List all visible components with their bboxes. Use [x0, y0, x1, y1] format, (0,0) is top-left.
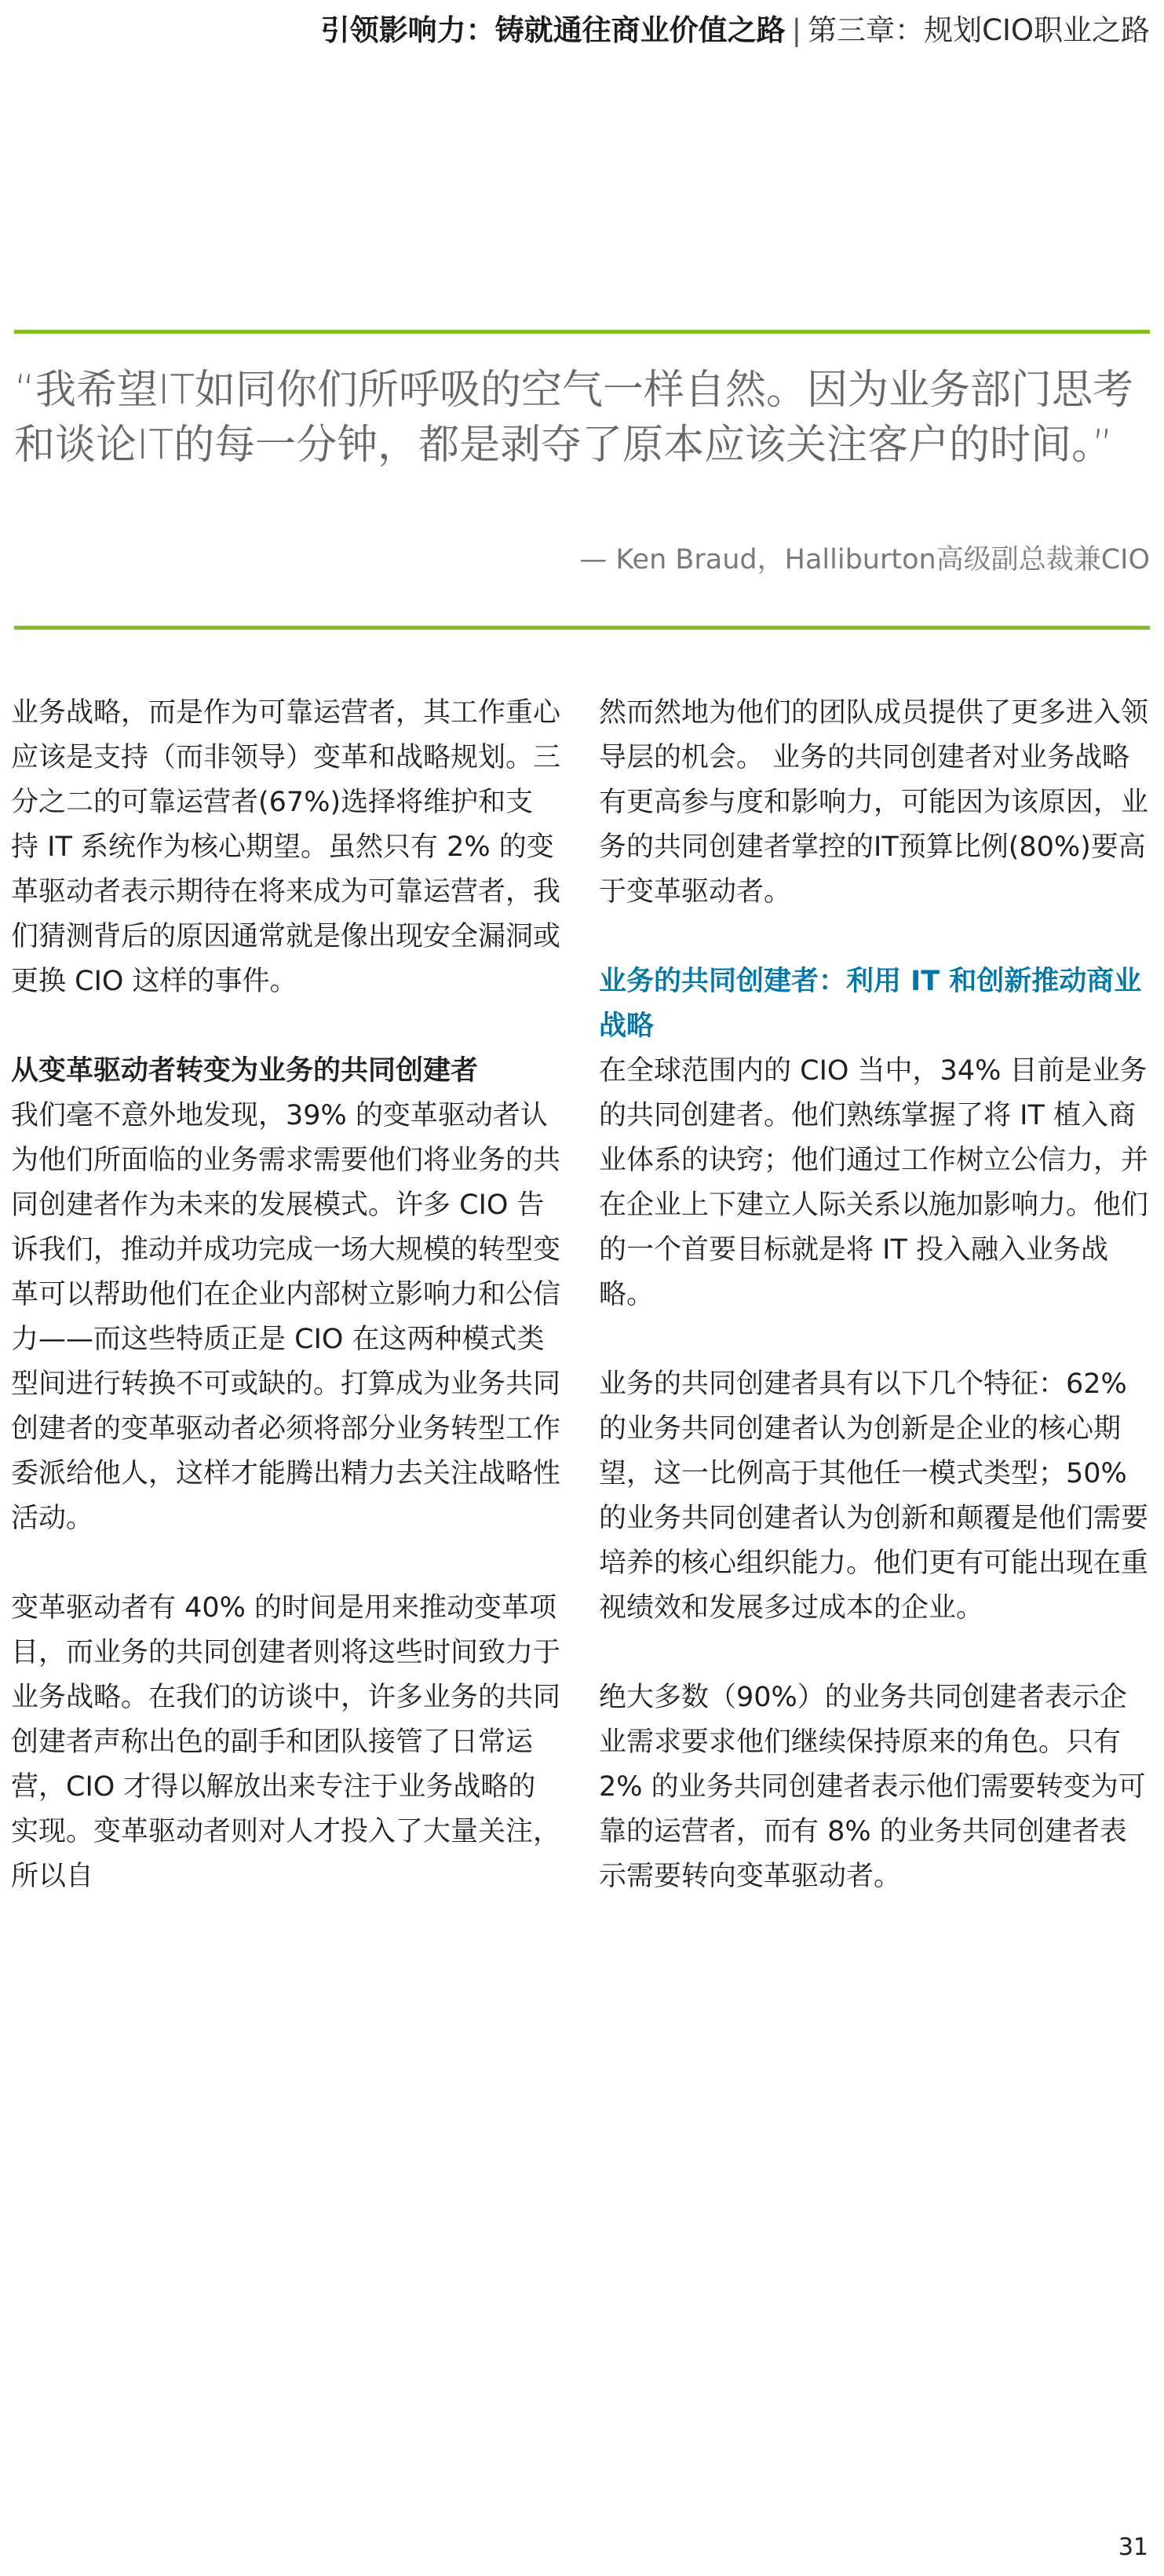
left-paragraph-3: 变革驱动者有 40% 的时间是用来推动变革项目，而业务的共同创建者则将这些时间致力于业务战略。在我们的访谈中，许多业务的共同创建者声称出色的副手和团队接管了日常运营，CIO 才得以解放出来专注于业务战略的实现。变革驱动者则对人才投入了大量关注，所以自: [11, 1592, 561, 1892]
running-header: [14, 8, 1150, 53]
quote-top-divider: [14, 330, 1150, 334]
header-separator: |: [791, 13, 802, 47]
left-paragraph-1: 业务战略，而是作为可靠运营者，其工作重心应该是支持（而非领导）变革和战略规划。三分之二的可靠运营者(67%)选择将维护和支持 IT 系统作为核心期望。虽然只有 2% 的变革驱动者表示期待在将来成为可靠运营者，我们猜测背后的原因通常就是像出现安全漏洞或更换 CIO 这样的事件。: [11, 697, 561, 997]
page-number: 31: [1118, 2534, 1148, 2561]
pull-quote: “我希望IT如同你们所呼吸的空气一样自然。因为业务部门思考和谈论IT的每一分钟，都是剥夺了原本应该关注客户的时间。”: [14, 367, 1134, 469]
right-paragraph-4: 绝大多数（90%）的业务共同创建者表示企业需求要求他们继续保持原来的角色。只有 2% 的业务共同创建者表示他们需要转变为可靠的运营者，而有 8% 的业务共同创建者表示需要转向变革驱动者。: [599, 1682, 1146, 1892]
right-paragraph-1: 然而然地为他们的团队成员提供了更多进入领导层的机会。 业务的共同创建者对业务战略有更高参与度和影响力，可能因为该原因，业务的共同创建者掌控的IT预算比例(80%)要高于变革驱动者。: [599, 697, 1149, 908]
chapter-title: 第三章：规划CIO职业之路: [808, 13, 1150, 47]
document-title: 引领影响力：铸就通往商业价值之路: [320, 13, 786, 47]
right-heading-1: 业务的共同创建者：利用 IT 和创新推动商业战略: [599, 966, 1142, 1042]
left-heading-1: 从变革驱动者转变为业务的共同创建者: [11, 1055, 479, 1087]
quote-bottom-divider: [14, 626, 1150, 630]
right-paragraph-3: 业务的共同创建者具有以下几个特征：62% 的业务共同创建者认为创新是企业的核心期望，这一比例高于其他任一模式类型；50% 的业务共同创建者认为创新和颠覆是他们需要培养的核心组织能力。他们更有可能出现在重视绩效和发展多过成本的企业。: [599, 1368, 1149, 1624]
right-column: [599, 691, 1148, 1899]
quote-attribution: — Ken Braud，Halliburton高级副总裁兼CIO: [579, 544, 1150, 575]
left-paragraph-2: 我们毫不意外地发现，39% 的变革驱动者认为他们所面临的业务需求需要他们将业务的共同创建者作为未来的发展模式。许多 CIO 告诉我们，推动并成功完成一场大规模的转型变革可以帮助他们在企业内部树立影响力和公信力——而这些特质正是 CIO 在这两种模式类型间进行转换不可或缺的。打算成为业务共同创建者的变革驱动者必须将部分业务转型工作委派给他人，这样才能腾出精力去关注战略性活动。: [11, 1100, 561, 1534]
left-column: [11, 691, 560, 1899]
right-paragraph-2: 在全球范围内的 CIO 当中，34% 目前是业务的共同创建者。他们熟练掌握了将 IT 植入商业体系的诀窍；他们通过工作树立公信力，并在企业上下建立人际关系以施加影响力。他们的一个首要目标就是将 IT 投入融入业务战略。: [599, 1055, 1149, 1310]
